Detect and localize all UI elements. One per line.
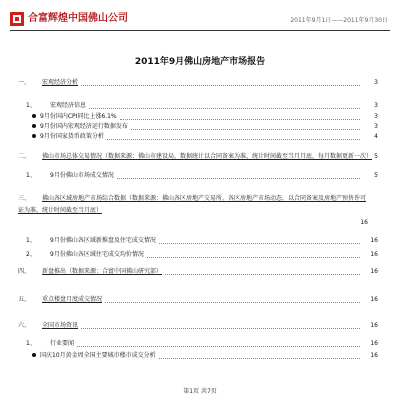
toc-leader	[165, 274, 360, 275]
page-title: 2011年9月佛山房地产市场报告	[134, 57, 266, 67]
toc-entry-number: 五、	[18, 296, 31, 303]
page-footer: 第1页 共7页	[183, 388, 217, 395]
toc-leader	[107, 139, 360, 140]
company-name: 合富辉煌中国佛山公司	[28, 13, 128, 24]
toc-entry-page: 16	[370, 322, 378, 329]
toc-entry-title: 全国市场资讯	[42, 322, 79, 329]
toc-entry-page: 16	[370, 296, 378, 303]
toc-entry-title: 宏观经济信息	[50, 102, 87, 109]
toc-entry-page: 3	[374, 79, 378, 86]
toc-leader	[131, 129, 360, 130]
bullet-icon	[32, 114, 36, 118]
toc-entry[interactable]	[18, 153, 378, 161]
toc-entry-title: 9月份国内宏观经济运行数据发布	[40, 123, 128, 130]
toc-leader	[159, 243, 360, 244]
bullet-icon	[32, 124, 36, 128]
toc-leader	[120, 119, 360, 120]
toc-leader	[105, 302, 360, 303]
toc-entry-page: 3	[374, 113, 378, 120]
toc-entry-number: 1、	[26, 340, 36, 347]
toc-entry-number: 1、	[26, 237, 36, 244]
toc-entry-number: 三、	[18, 195, 31, 202]
toc-entry[interactable]	[18, 193, 368, 226]
toc-entry-title: 新盘推出（数据来源：合富中国佛山研究部）	[42, 268, 163, 275]
toc-entry-number: 四、	[18, 268, 31, 275]
toc-entry-page: 16	[370, 268, 378, 275]
bullet-icon	[32, 134, 36, 138]
toc-entry-page: 3	[374, 102, 378, 109]
toc-entry-title: 国庆10月黄金周全国主要城市楼市成交分析	[40, 352, 156, 359]
toc-leader	[77, 346, 360, 347]
toc-leader	[117, 178, 360, 179]
toc-entry-page: 16	[360, 219, 368, 226]
toc-entry-page: 16	[370, 251, 378, 258]
toc-entry-title: 行业要闻	[50, 340, 75, 347]
toc-leader	[81, 85, 360, 86]
bullet-icon	[32, 353, 36, 357]
toc-entry-page: 16	[370, 237, 378, 244]
toc-entry-page: 3	[374, 123, 378, 130]
toc-leader	[81, 328, 360, 329]
toc-entry-title: 9月份佛山各区域住宅成交均价情况	[50, 251, 144, 258]
toc-entry-number: 一、	[18, 79, 31, 86]
toc-entry-title: 9月份国家货币政策分析	[40, 133, 104, 140]
toc-entry-number: 六、	[18, 322, 31, 329]
toc-entry-number: 1、	[26, 172, 36, 179]
toc-entry-page: 5	[374, 172, 378, 179]
toc-leader	[159, 358, 360, 359]
toc-entry-number: 1、	[26, 102, 36, 109]
toc-entry-title: 佛山各区域房地产市场综合数据（数据来源：佛山各区房地产交易所、各区房地产市场动态，以合同备案及房地产预售许可证为准，统计时间截至当月底）	[18, 195, 367, 214]
toc-entry-number: 2、	[26, 251, 36, 258]
toc-entry-title: 9月份佛山各区域新推盘及住宅成交情况	[50, 237, 156, 244]
toc-leader	[89, 108, 360, 109]
toc-entry-page: 16	[370, 340, 378, 347]
toc-entry-page: 4	[374, 133, 378, 140]
toc-entry-title: 9月份佛山市场成交情况	[50, 172, 114, 179]
toc-entry-page: 5	[374, 153, 378, 160]
toc-entry-title: 9月份国内CPI同比上涨6.1%	[40, 113, 117, 120]
toc-entry-title: 佛山市场总体交易情况（数据来源：佛山市建设局，数据统计以合同备案为准，统计时间截至当月月底，每月数据更新一次）	[42, 153, 373, 160]
report-period: 2011年9月1日——2011年9月30日	[290, 17, 388, 24]
toc-entry-title: 重点楼盘月度成交情况	[42, 296, 103, 303]
toc-leader	[147, 257, 360, 258]
toc-entry-number: 二、	[18, 153, 31, 160]
toc-entry-title: 宏观经济分析	[42, 79, 79, 86]
toc-entry-page: 16	[370, 352, 378, 359]
